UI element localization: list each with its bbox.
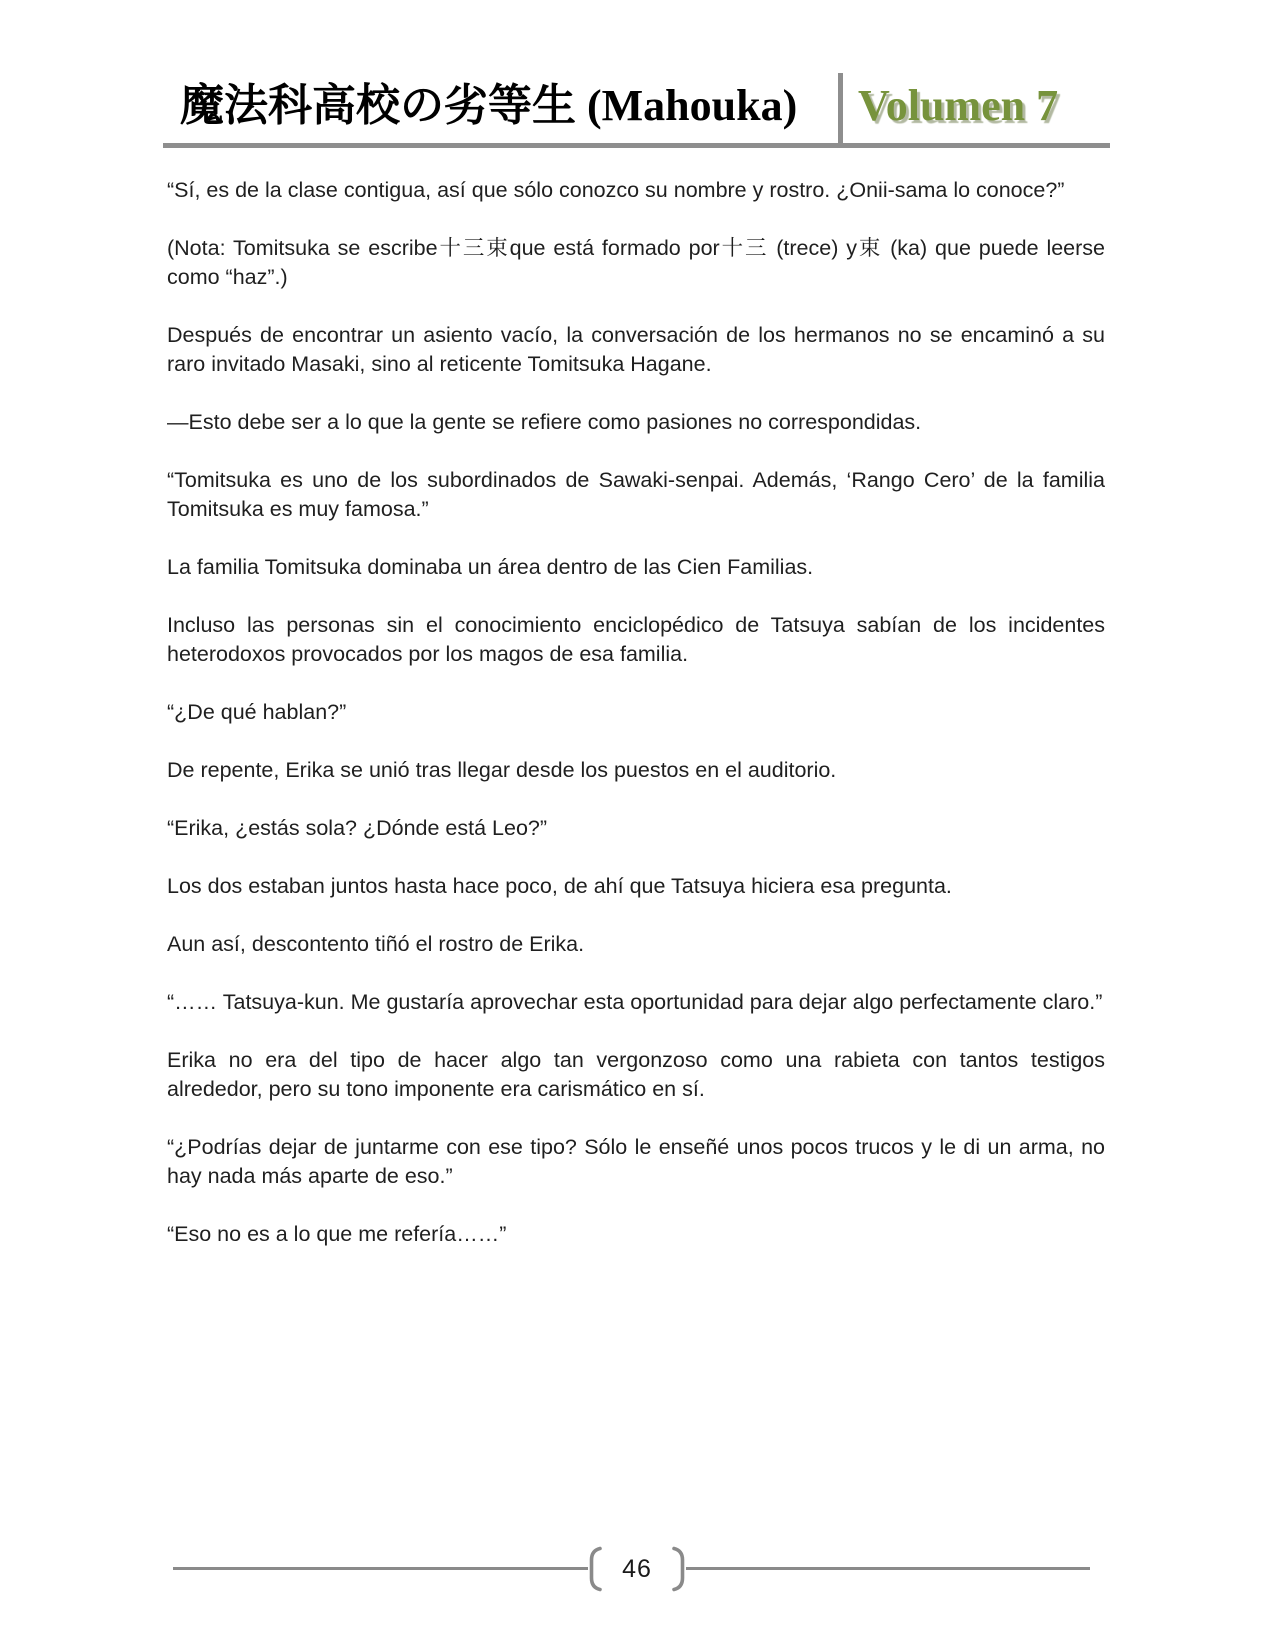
page-number-bracket-right-icon bbox=[672, 1545, 686, 1593]
paragraph: “Tomitsuka es uno de los subordinados de Sawaki-senpai. Además, ‘Rango Cero’ de la familia Tomitsuka es muy famosa.” bbox=[167, 468, 1105, 521]
paragraph: —Esto debe ser a lo que la gente se refiere como pasiones no correspondidas. bbox=[167, 410, 922, 434]
footer-page-number-group bbox=[588, 1545, 686, 1593]
paragraph: Después de encontrar un asiento vacío, la conversación de los hermanos no se encaminó a su raro invitado Masaki, sino al reticente Tomitsuka Hagane. bbox=[167, 323, 1105, 376]
paragraph: De repente, Erika se unió tras llegar desde los puestos en el auditorio. bbox=[167, 758, 837, 782]
header-rule bbox=[163, 143, 1110, 148]
paragraph: Erika no era del tipo de hacer algo tan vergonzoso como una rabieta con tantos testigos alrededor, pero su tono imponente era carismático en sí. bbox=[167, 1048, 1105, 1101]
paragraph: Aun así, descontento tiñó el rostro de Erika. bbox=[167, 932, 585, 956]
page-header-title: 魔法科高校の劣等生 (Mahouka) bbox=[180, 81, 798, 130]
paragraph: “Sí, es de la clase contigua, así que sólo conozco su nombre y rostro. ¿Onii-sama lo conoce?” bbox=[167, 178, 1065, 202]
footer-rule-left bbox=[173, 1567, 590, 1570]
body-text bbox=[167, 176, 1105, 1278]
paragraph: “…… Tatsuya-kun. Me gustaría aprovechar esta oportunidad para dejar algo perfectamente claro.” bbox=[167, 990, 1103, 1014]
paragraph: “Erika, ¿estás sola? ¿Dónde está Leo?” bbox=[167, 816, 548, 840]
page-number-bracket-left-icon bbox=[588, 1545, 602, 1593]
page-number: 46 bbox=[622, 1554, 652, 1583]
paragraph: “¿Podrías dejar de juntarme con ese tipo? Sólo le enseñé unos pocos trucos y le di un arma, no hay nada más aparte de eso.” bbox=[167, 1135, 1105, 1188]
footer-rule-right bbox=[684, 1567, 1090, 1570]
volume-label: Volumen 7 bbox=[858, 81, 1059, 130]
paragraph: (Nota: Tomitsuka se escribe十三束que está formado por十三 (trece) y束 (ka) que puede leerse como “haz”.) bbox=[167, 236, 1105, 289]
paragraph: “¿De qué hablan?” bbox=[167, 700, 347, 724]
paragraph: La familia Tomitsuka dominaba un área dentro de las Cien Familias. bbox=[167, 555, 814, 579]
paragraph: Los dos estaban juntos hasta hace poco, de ahí que Tatsuya hiciera esa pregunta. bbox=[167, 874, 952, 898]
paragraph: Incluso las personas sin el conocimiento enciclopédico de Tatsuya sabían de los incidentes heterodoxos provocados por los magos de esa familia. bbox=[167, 613, 1105, 666]
paragraph: “Eso no es a lo que me refería……” bbox=[167, 1222, 507, 1246]
header-separator-bar bbox=[838, 73, 843, 145]
